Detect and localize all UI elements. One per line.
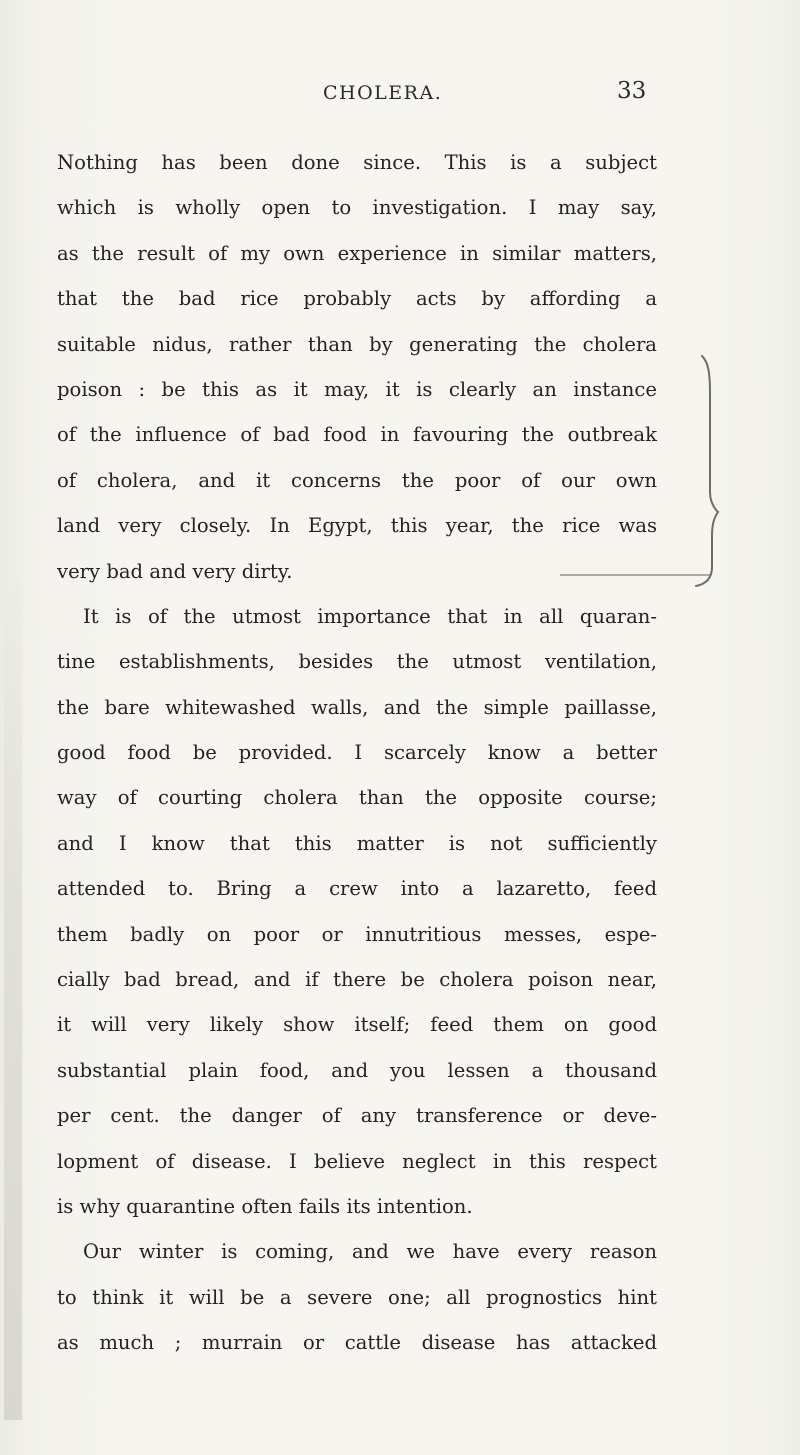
text-line: land very closely. In Egypt, this year, the rice was — [57, 514, 657, 538]
text-line: poison : be this as it may, it is clearly an instance — [57, 377, 657, 401]
text-line: as the result of my own experience in similar matters, — [57, 241, 657, 265]
page-edge-shadow — [4, 560, 22, 1420]
text-line: and I know that this matter is not sufficiently — [57, 831, 657, 855]
text-line: to think it will be a severe one; all prognostics hint — [57, 1285, 657, 1309]
text-line: as much ; murrain or cattle disease has attacked — [57, 1331, 657, 1355]
body-text — [57, 140, 657, 1366]
text-line: Our winter is coming, and we have every reason — [83, 1240, 657, 1264]
text-line: It is of the utmost importance that in all quaran- — [83, 604, 657, 628]
text-line: of the influence of bad food in favouring the outbreak — [57, 423, 657, 447]
text-line: it will very likely show itself; feed them on good — [57, 1013, 657, 1037]
running-title: CHOLERA. — [323, 82, 443, 104]
text-line: cially bad bread, and if there be cholera poison near, — [57, 968, 657, 992]
text-line: per cent. the danger of any transference or deve- — [57, 1104, 657, 1128]
text-line: them badly on poor or innutritious messes, espe- — [57, 922, 657, 946]
text-line: very bad and very dirty. — [57, 559, 293, 583]
text-line: attended to. Bring a crew into a lazaretto, feed — [57, 877, 657, 901]
text-line: which is wholly open to investigation. I may say, — [57, 196, 657, 220]
text-line: way of courting cholera than the opposite course; — [57, 786, 657, 810]
pencil-underline-mark — [560, 574, 710, 576]
text-line: substantial plain food, and you lessen a thousand — [57, 1058, 657, 1082]
text-line: lopment of disease. I believe neglect in this respect — [57, 1149, 657, 1173]
page-number: 33 — [617, 78, 647, 104]
text-line: of cholera, and it concerns the poor of our own — [57, 468, 657, 492]
text-line: the bare whitewashed walls, and the simple paillasse, — [57, 695, 657, 719]
text-line: good food be provided. I scarcely know a better — [57, 741, 657, 765]
text-line: is why quarantine often fails its intention. — [57, 1194, 473, 1218]
text-line: Nothing has been done since. This is a subject — [57, 151, 657, 174]
text-line: that the bad rice probably acts by affording a — [57, 287, 657, 311]
running-head — [0, 78, 800, 112]
text-line: suitable nidus, rather than by generating the cholera — [57, 332, 657, 356]
text-line: tine establishments, besides the utmost ventilation, — [57, 650, 657, 674]
pencil-bracket-mark — [690, 352, 724, 588]
